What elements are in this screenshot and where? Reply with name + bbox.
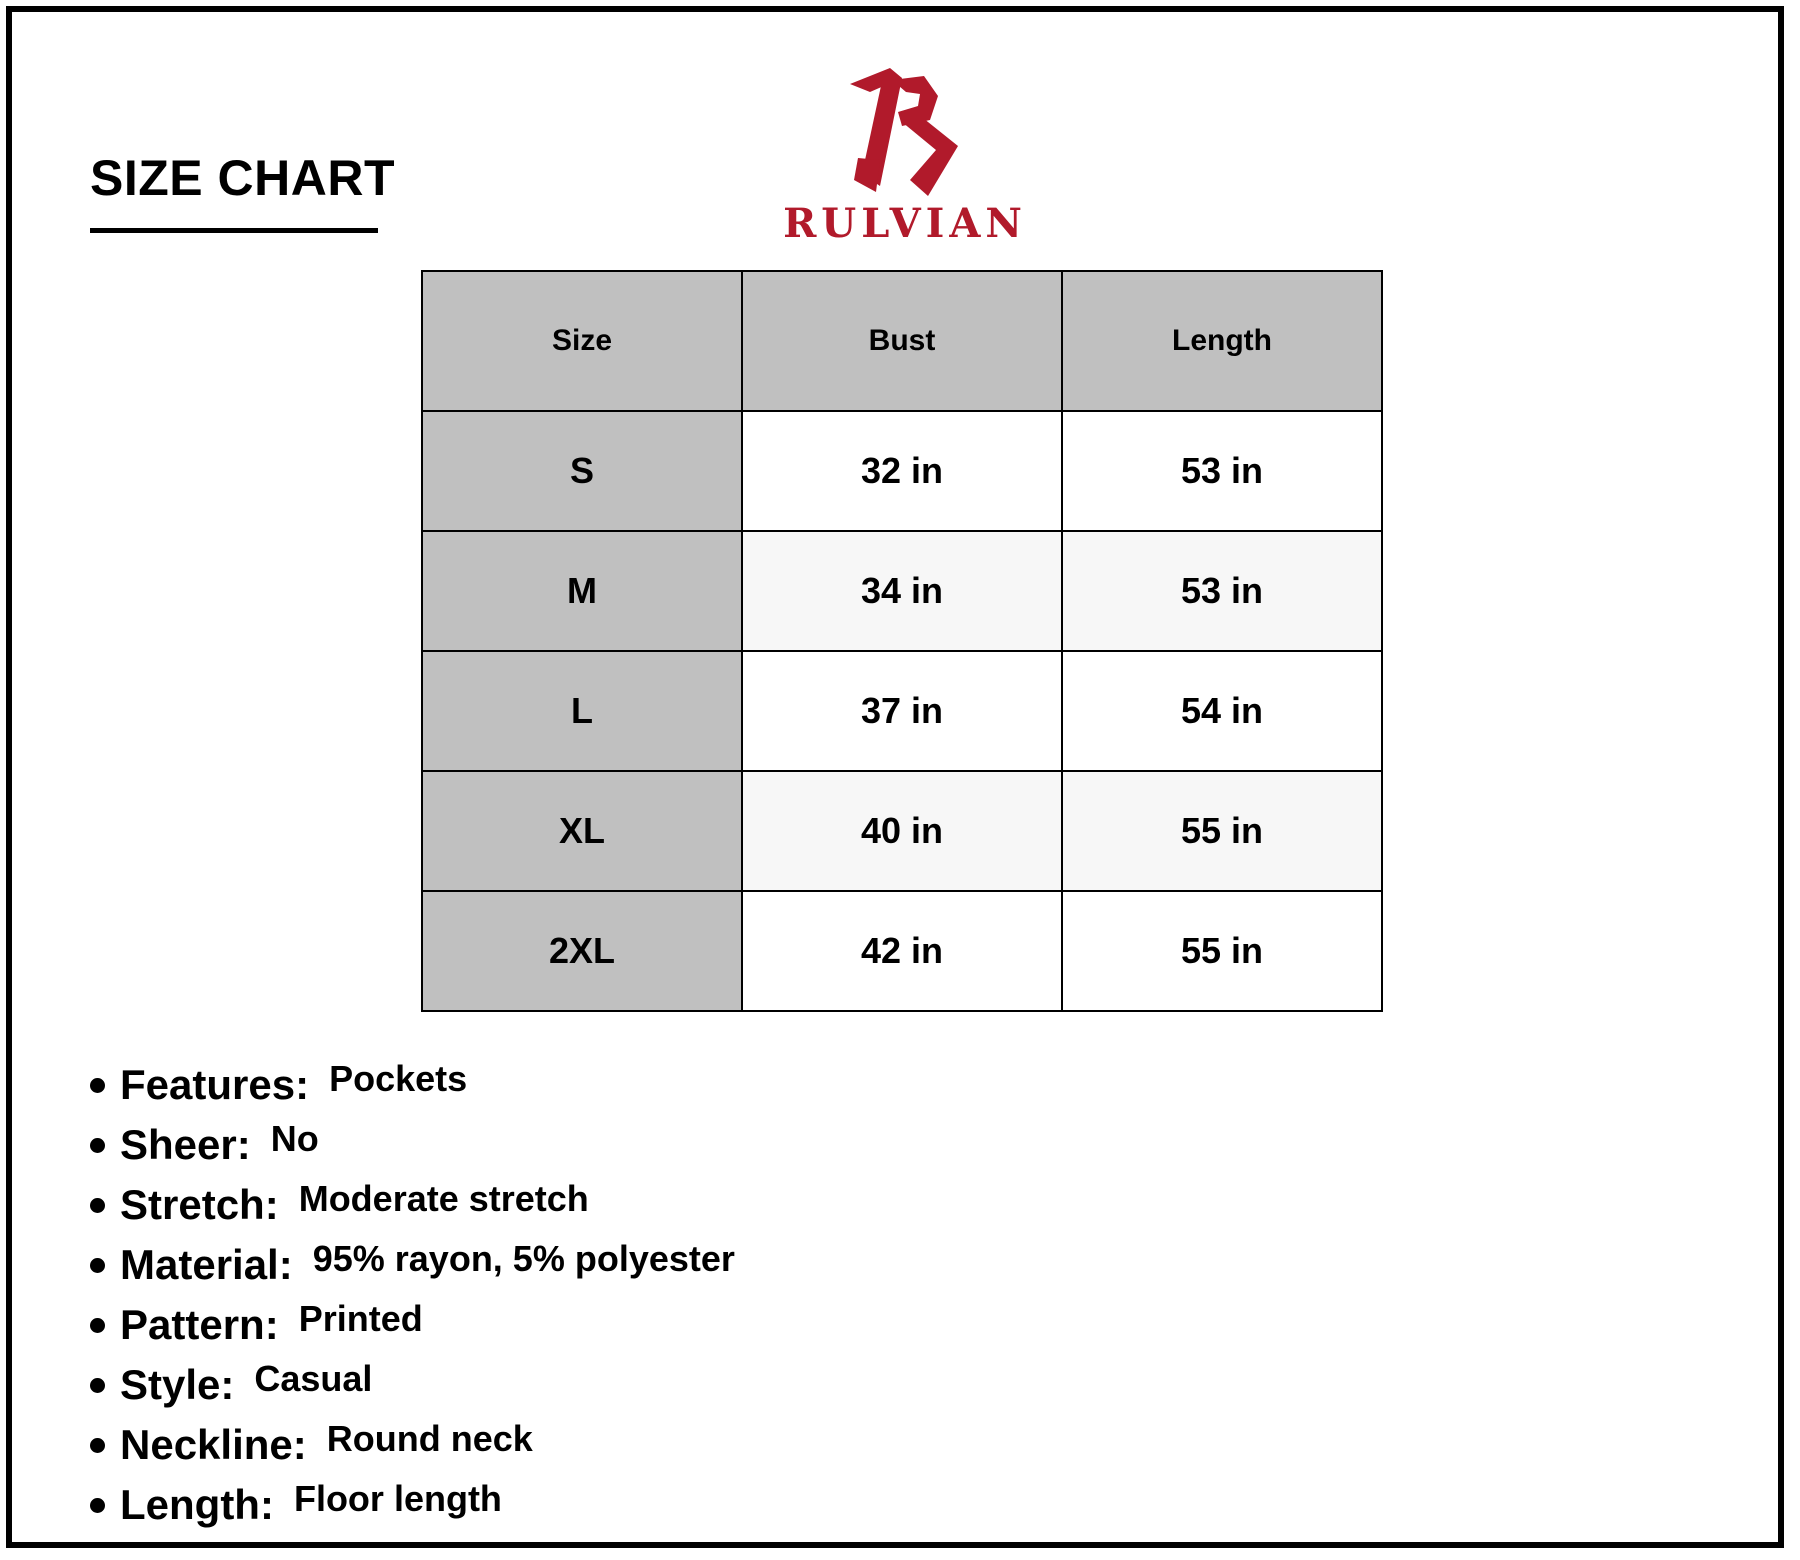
list-item (90, 1055, 735, 1115)
size-cell: M (422, 531, 742, 651)
bullet-icon (90, 1498, 105, 1513)
header-length: Length (1062, 271, 1382, 411)
spec-label: Stretch: (120, 1181, 279, 1228)
spec-value: Casual (254, 1358, 373, 1399)
list-item (90, 1415, 735, 1475)
spec-label: Length: (120, 1481, 274, 1528)
spec-label: Style: (120, 1361, 235, 1408)
length-cell: 54 in (1062, 651, 1382, 771)
list-item (90, 1115, 735, 1175)
spec-label: Pattern: (120, 1301, 279, 1348)
bust-cell: 34 in (742, 531, 1062, 651)
spec-value: Round neck (326, 1418, 533, 1459)
spec-value: Printed (298, 1298, 423, 1339)
brand-logo (780, 62, 1030, 247)
spec-label: Material: (120, 1241, 293, 1288)
bullet-icon (90, 1198, 105, 1213)
spec-label: Neckline: (120, 1421, 307, 1468)
list-item (90, 1175, 735, 1235)
bust-cell: 32 in (742, 411, 1062, 531)
product-specs-list (90, 1055, 735, 1535)
rulvian-r-logo-icon (840, 62, 970, 197)
size-cell: S (422, 411, 742, 531)
size-chart-table (421, 270, 1383, 1012)
header-size: Size (422, 271, 742, 411)
size-cell: 2XL (422, 891, 742, 1011)
bullet-icon (90, 1078, 105, 1093)
title-underline (90, 228, 378, 233)
spec-value: No (270, 1118, 319, 1159)
spec-value: Floor length (293, 1478, 502, 1519)
bust-cell: 42 in (742, 891, 1062, 1011)
length-cell: 55 in (1062, 891, 1382, 1011)
table-row (422, 651, 1382, 771)
bullet-icon (90, 1438, 105, 1453)
table-row (422, 531, 1382, 651)
bullet-icon (90, 1138, 105, 1153)
spec-value: Moderate stretch (298, 1178, 589, 1219)
spec-value: 95% rayon, 5% polyester (312, 1238, 735, 1279)
bullet-icon (90, 1318, 105, 1333)
page-title: SIZE CHART (90, 150, 395, 206)
table-row (422, 771, 1382, 891)
length-cell: 53 in (1062, 531, 1382, 651)
bust-cell: 40 in (742, 771, 1062, 891)
bust-cell: 37 in (742, 651, 1062, 771)
list-item (90, 1235, 735, 1295)
length-cell: 55 in (1062, 771, 1382, 891)
size-cell: L (422, 651, 742, 771)
spec-value: Pockets (329, 1058, 468, 1099)
header-bust: Bust (742, 271, 1062, 411)
length-cell: 53 in (1062, 411, 1382, 531)
table-header-row (422, 271, 1382, 411)
spec-label: Sheer: (120, 1121, 251, 1168)
bullet-icon (90, 1378, 105, 1393)
bullet-icon (90, 1258, 105, 1273)
list-item (90, 1355, 735, 1415)
size-cell: XL (422, 771, 742, 891)
list-item (90, 1295, 735, 1355)
list-item (90, 1475, 735, 1535)
spec-label: Features: (120, 1061, 310, 1108)
brand-name: RULVIAN (783, 200, 1027, 247)
table-row (422, 411, 1382, 531)
table-row (422, 891, 1382, 1011)
